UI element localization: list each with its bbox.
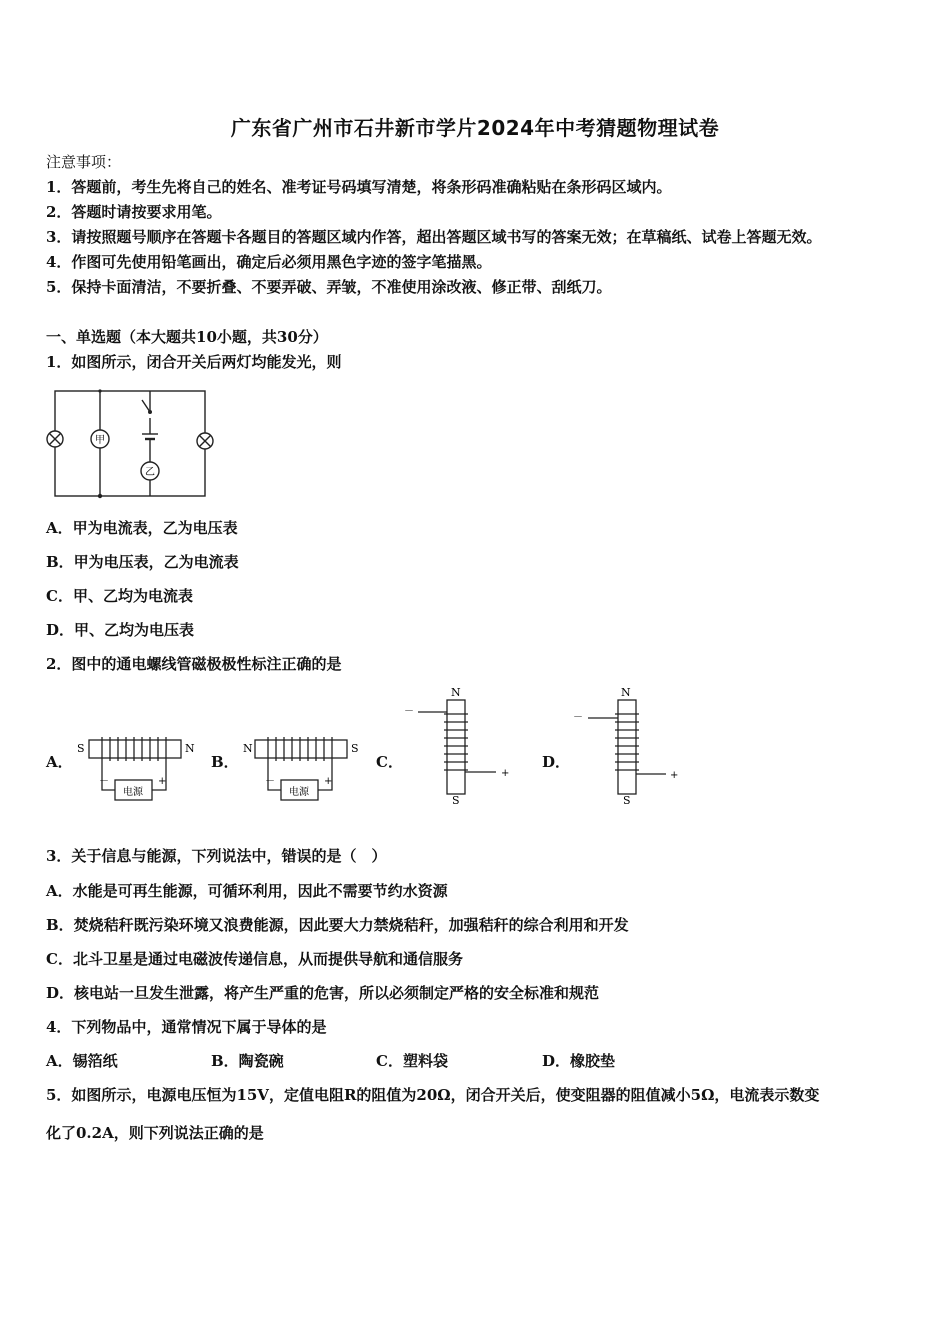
q1-stem: 1．如图所示，闭合开关后两灯均能发光，则: [46, 353, 342, 371]
pole-left: N: [243, 742, 253, 755]
q3-option-c: C．北斗卫星是通过电磁波传递信息，从而提供导航和通信服务: [46, 950, 463, 968]
q1-circuit-diagram: [40, 382, 225, 502]
terminal-minus: －: [99, 776, 109, 787]
q4-stem: 4．下列物品中，通常情况下属于导体的是: [46, 1018, 327, 1036]
terminal-plus: +: [158, 776, 167, 787]
terminal-minus: －: [265, 776, 275, 787]
q2-solenoid-d: [568, 684, 688, 809]
q2-label-c: C．: [376, 753, 403, 771]
switch-blade: [142, 400, 150, 412]
notice-item: 3．请按照题号顺序在答题卡各题目的答题区域内作答，超出答题区域书写的答案无效；在草稿纸、试卷上答题无效。: [46, 228, 822, 246]
q4-option-b: B．陶瓷碗: [211, 1052, 284, 1070]
meter-jia-label: 甲: [95, 435, 105, 446]
q2-label-a: A．: [46, 753, 73, 771]
q1-option-d: D．甲、乙均为电压表: [46, 621, 195, 639]
notice-item: 5．保持卡面清洁，不要折叠、不要弄破、弄皱，不准使用涂改液、修正带、刮纸刀。: [46, 278, 612, 296]
q1-option-b: B．甲为电压表，乙为电流表: [46, 553, 239, 571]
junction-dot: [98, 494, 102, 498]
q2-solenoid-c: [400, 684, 520, 809]
junction-dot: [98, 389, 101, 392]
q4-option-a: A．锡箔纸: [46, 1052, 118, 1070]
q3-option-b: B．焚烧秸秆既污染环境又浪费能源，因此要大力禁烧秸秆，加强秸秆的综合利用和开发: [46, 916, 629, 934]
pole-bottom: S: [452, 794, 460, 807]
q4-option-d: D．橡胶垫: [542, 1052, 616, 1070]
terminal-plus: +: [501, 768, 510, 779]
page-title: 广东省广州市石井新市学片2024年中考猜题物理试卷: [230, 116, 720, 140]
notice-item: 4．作图可先使用铅笔画出，确定后必须用黑色字迹的签字笔描黑。: [46, 253, 492, 271]
pole-bottom: S: [623, 794, 631, 807]
q3-option-a: A．水能是可再生能源，可循环利用，因此不需要节约水资源: [46, 882, 448, 900]
power-source-label: 电源: [123, 787, 143, 798]
q2-solenoid-a: [72, 732, 202, 804]
terminal-minus: －: [404, 706, 414, 717]
power-source-label: 电源: [289, 787, 309, 798]
q5-stem-line2: 化了0.2A，则下列说法正确的是: [46, 1124, 264, 1142]
notice-item: 2．答题时请按要求用笔。: [46, 203, 222, 221]
terminal-minus: －: [573, 712, 583, 723]
pole-right: N: [185, 742, 195, 755]
notice-heading: 注意事项：: [46, 153, 122, 171]
q4-option-c: C．塑料袋: [376, 1052, 448, 1070]
q1-option-a: A．甲为电流表，乙为电压表: [46, 519, 238, 537]
switch-pivot: [148, 410, 152, 414]
pole-top: N: [451, 686, 461, 699]
q3-option-d: D．核电站一旦发生泄露，将产生严重的危害，所以必须制定严格的安全标准和规范: [46, 984, 600, 1002]
q5-stem-line1: 5．如图所示，电源电压恒为15V，定值电阻R的阻值为20Ω，闭合开关后，使变阻器的阻值减小5Ω，电流表示数变: [46, 1086, 820, 1104]
q3-stem: 3．关于信息与能源，下列说法中，错误的是（ ）: [46, 847, 387, 865]
terminal-plus: +: [670, 770, 679, 781]
circuit-outer-wire: [55, 391, 205, 496]
pole-right: S: [351, 742, 359, 755]
q2-stem: 2．图中的通电螺线管磁极极性标注正确的是: [46, 655, 342, 673]
terminal-plus: +: [324, 776, 333, 787]
pole-left: S: [77, 742, 85, 755]
q1-option-c: C．甲、乙均为电流表: [46, 587, 193, 605]
q2-label-b: B．: [211, 753, 239, 771]
meter-yi-label: 乙: [145, 467, 155, 478]
q2-solenoid-b: [238, 732, 368, 804]
pole-top: N: [621, 686, 631, 699]
section-heading: 一、单选题（本大题共10小题，共30分）: [46, 328, 328, 346]
q2-label-d: D．: [542, 753, 571, 771]
notice-item: 1．答题前，考生先将自己的姓名、准考证号码填写清楚，将条形码准确粘贴在条形码区域内。: [46, 178, 672, 196]
